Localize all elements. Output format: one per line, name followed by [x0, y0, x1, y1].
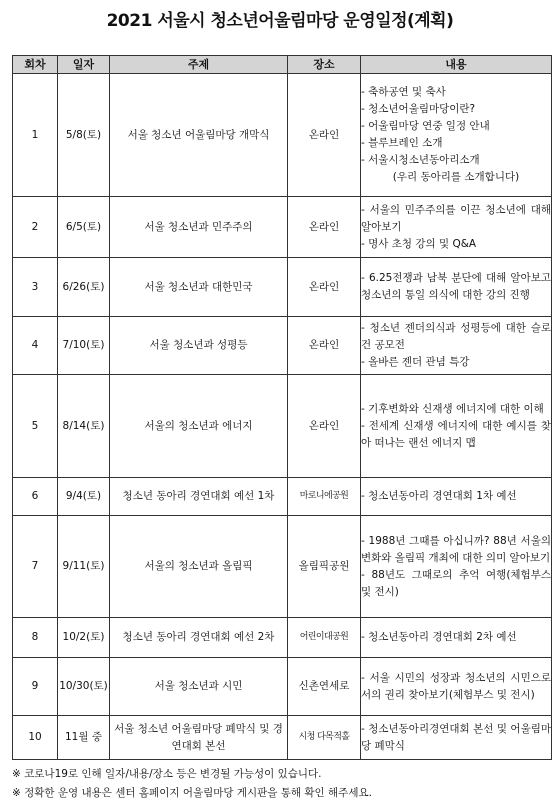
session-number: 2: [13, 197, 58, 258]
session-place: 온라인: [288, 74, 361, 197]
session-date: 9/4(토): [58, 478, 110, 516]
table-header-row: [13, 56, 552, 74]
session-topic: 서울 청소년 어울림마당 폐막식 및 경연대회 본선: [110, 716, 288, 760]
note-homepage-check: ※ 정확한 운영 내용은 센터 홈페이지 어울림마당 게시판을 통해 확인 해주세요.: [12, 787, 372, 799]
content-line: - 올바른 젠더 관념 특강: [361, 356, 470, 368]
session-place: 시청 다목적홀: [288, 716, 361, 760]
content-line: - 청소년동아리 경연대회 2차 예선: [361, 631, 517, 643]
session-place: 신촌연세로: [288, 658, 361, 716]
session-date: 10/2(토): [58, 618, 110, 658]
content-line: - 서울시청소년동아리소개: [361, 154, 480, 166]
table-row: [13, 317, 552, 375]
session-number: 5: [13, 375, 58, 478]
table-row: [13, 197, 552, 258]
session-number: 7: [13, 516, 58, 618]
session-topic: 서울의 청소년과 에너지: [110, 375, 288, 478]
session-number: 8: [13, 618, 58, 658]
session-content: [361, 478, 552, 516]
header-date: 일자: [58, 56, 110, 74]
header-no: 회차: [13, 56, 58, 74]
session-place: 어린이대공원: [288, 618, 361, 658]
session-date: 5/8(토): [58, 74, 110, 197]
session-number: 10: [13, 716, 58, 760]
content-line: - 청소년동아리경연대회 본선 및 어울림마당 폐막식: [361, 722, 551, 752]
session-content: [361, 658, 552, 716]
session-topic: 청소년 동아리 경연대회 예선 2차: [110, 618, 288, 658]
content-line: - 서울의 민주주의를 이끈 청소년에 대해 알아보기: [361, 203, 551, 233]
session-date: 9/11(토): [58, 516, 110, 618]
content-line: - 명사 초청 강의 및 Q&A: [361, 237, 477, 250]
session-date: 8/14(토): [58, 375, 110, 478]
session-number: 4: [13, 317, 58, 375]
header-place: 장소: [288, 56, 361, 74]
header-topic: 주제: [110, 56, 288, 74]
session-date: 7/10(토): [58, 317, 110, 375]
session-date: 11월 중: [58, 716, 110, 760]
table-row: [13, 658, 552, 716]
content-line: - 전세계 신재생 에너지에 대한 예시를 찾아 떠나는 랜선 에너지 맵: [361, 419, 551, 449]
schedule-table: [12, 55, 552, 760]
table-row: [13, 74, 552, 197]
content-line: - 축하공연 및 축사: [361, 86, 446, 98]
session-topic: 서울 청소년과 대한민국: [110, 258, 288, 317]
session-place: 마로니에공원: [288, 478, 361, 516]
table-row: [13, 618, 552, 658]
content-line: (우리 동아리를 소개합니다): [392, 171, 520, 183]
session-place: 온라인: [288, 258, 361, 317]
header-content: 내용: [361, 56, 552, 74]
session-topic: 서울 청소년과 민주주의: [110, 197, 288, 258]
session-number: 6: [13, 478, 58, 516]
content-line: - 어울림마당 연중 일정 안내: [361, 120, 490, 132]
table-row: [13, 258, 552, 317]
session-number: 9: [13, 658, 58, 716]
session-content: [361, 375, 552, 478]
session-number: 3: [13, 258, 58, 317]
content-line: - 88년도 그때로의 추억 여행(체험부스 및 전시): [361, 568, 551, 598]
session-place: 온라인: [288, 317, 361, 375]
table-row: [13, 375, 552, 478]
session-place: 온라인: [288, 375, 361, 478]
content-line: - 기후변화와 신재생 에너지에 대한 이해: [361, 402, 544, 415]
session-topic: 서울 청소년과 성평등: [110, 317, 288, 375]
session-topic: 서울 청소년과 시민: [110, 658, 288, 716]
session-date: 10/30(토): [58, 658, 110, 716]
table-row: [13, 516, 552, 618]
content-line: - 블루브레인 소개: [361, 137, 443, 149]
session-content: [361, 197, 552, 258]
content-line: - 6.25전쟁과 남북 분단에 대해 알아보고 청소년의 통일 의식에 대한 강의 진행: [361, 272, 551, 301]
session-content: [361, 317, 552, 375]
session-date: 6/5(토): [58, 197, 110, 258]
page-title: 2021 서울시 청소년어울림마당 운영일정(계획): [106, 11, 454, 31]
content-line: - 청소년어울림마당이란?: [361, 103, 476, 115]
content-line: - 청소년 젠더의식과 성평등에 대한 슬로건 공모전: [361, 322, 551, 351]
session-content: [361, 74, 552, 197]
session-content: [361, 516, 552, 618]
session-place: 온라인: [288, 197, 361, 258]
session-content: [361, 258, 552, 317]
table-row: [13, 478, 552, 516]
content-line: - 1988년 그때를 아십니까? 88년 서울의 변화와 올림픽 개최에 대한 의미 알아보기: [361, 534, 551, 564]
session-topic: 청소년 동아리 경연대회 예선 1차: [110, 478, 288, 516]
session-topic: 서울 청소년 어울림마당 개막식: [110, 74, 288, 197]
session-number: 1: [13, 74, 58, 197]
session-content: [361, 716, 552, 760]
session-date: 6/26(토): [58, 258, 110, 317]
notes: [12, 765, 552, 803]
content-line: - 청소년동아리 경연대회 1차 예선: [361, 490, 517, 502]
session-content: [361, 618, 552, 658]
note-schedule-change: ※ 코로나19로 인해 일자/내용/장소 등은 변경될 가능성이 있습니다.: [12, 768, 322, 780]
content-line: - 서울 시민의 성장과 청소년의 시민으로서의 권리 찾아보기(체험부스 및 전시): [361, 671, 551, 701]
table-row: [13, 716, 552, 760]
session-topic: 서울의 청소년과 올림픽: [110, 516, 288, 618]
session-place: 올림픽공원: [288, 516, 361, 618]
